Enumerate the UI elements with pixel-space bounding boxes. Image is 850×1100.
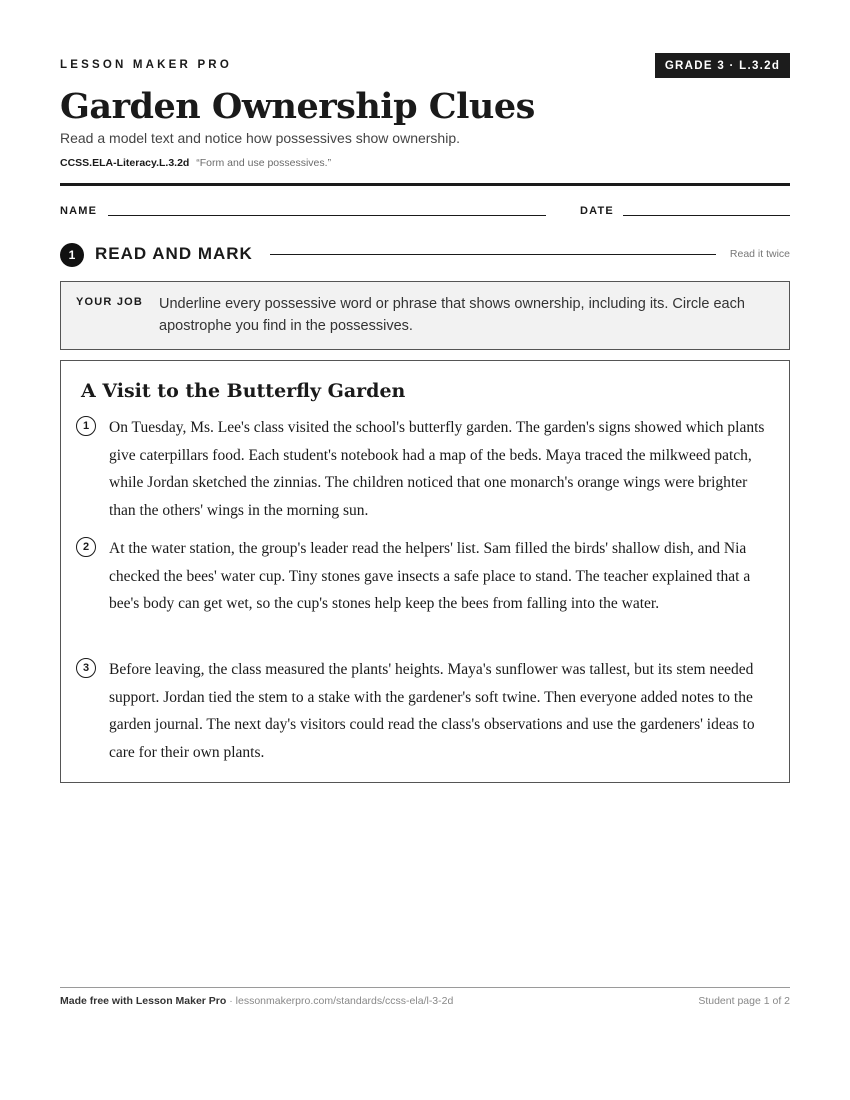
section-divider bbox=[270, 254, 716, 255]
footer-separator: · bbox=[226, 995, 236, 1007]
section-number-badge: 1 bbox=[60, 243, 84, 267]
date-field[interactable] bbox=[623, 215, 790, 216]
standard-code: CCSS.ELA-Literacy.L.3.2d bbox=[60, 157, 190, 169]
footer-made-with: Made free with Lesson Maker Pro bbox=[60, 995, 227, 1007]
paragraph-number: 3 bbox=[76, 658, 96, 678]
paragraph: On Tuesday, Ms. Lee's class visited the school's butterfly garden. The garden's signs showed which plants give caterpillars food. Each student's notebook had a map of the beds. Maya traced the milkweed patch, while Jordan sketched the zinnias. The children noticed that one monarch's orange wings were brighter than the others' wings in the morning sun. bbox=[109, 419, 765, 519]
date-label: DATE bbox=[580, 205, 614, 217]
section-note: Read it twice bbox=[729, 248, 790, 260]
instructions-box bbox=[60, 281, 790, 350]
standard-reference bbox=[60, 157, 331, 169]
instructions-label: YOUR JOB bbox=[76, 296, 144, 308]
footer-credit bbox=[60, 995, 453, 1007]
name-label: NAME bbox=[60, 205, 98, 217]
paragraph-number: 1 bbox=[76, 416, 96, 436]
reading-passage bbox=[60, 360, 790, 783]
passage-title: A Visit to the Butterfly Garden bbox=[81, 380, 406, 402]
header-divider bbox=[60, 183, 790, 186]
section-title: READ AND MARK bbox=[95, 244, 253, 263]
brand-name: LESSON MAKER PRO bbox=[60, 59, 232, 71]
footer-divider bbox=[60, 987, 790, 988]
paragraph-number: 2 bbox=[76, 537, 96, 557]
page-number: Student page 1 of 2 bbox=[698, 995, 790, 1007]
instructions-text: Underline every possessive word or phrase that shows ownership, including its. Circle each apostrophe you find in the possessives. bbox=[159, 296, 745, 334]
worksheet-subtitle: Read a model text and notice how possessives show ownership. bbox=[60, 130, 460, 146]
paragraph: Before leaving, the class measured the plants' heights. Maya's sunflower was tallest, but its stem needed support. Jordan tied the stem to a stake with the gardener's soft twine. Then everyone added notes to the garden journal. The next day's visitors could read the class's observations and use the gardeners' ideas to care for their own plants. bbox=[109, 661, 755, 761]
standard-quote: “Form and use possessives.” bbox=[196, 157, 332, 169]
name-field[interactable] bbox=[108, 215, 546, 216]
footer-url[interactable]: lessonmakerpro.com/standards/ccss-ela/l-3-2d bbox=[235, 995, 454, 1007]
grade-badge: GRADE 3 · L.3.2d bbox=[655, 53, 790, 78]
paragraph: At the water station, the group's leader read the helpers' list. Sam filled the birds' shallow dish, and Nia checked the bees' water cup. Tiny stones gave insects a safe place to stand. The teacher explained that a bee's body can get wet, so the cup's stones help keep the bees from falling into the water. bbox=[109, 540, 751, 612]
worksheet-title: Garden Ownership Clues bbox=[60, 86, 535, 127]
